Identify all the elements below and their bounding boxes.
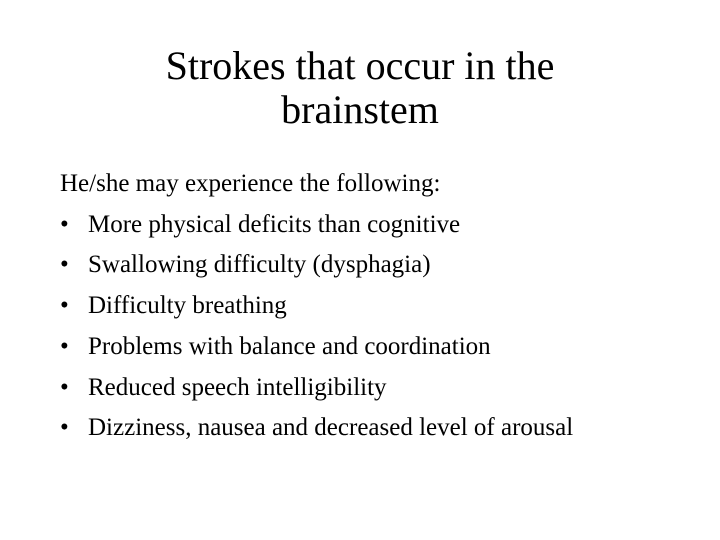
bullet-icon: • — [60, 210, 69, 238]
bullet-list — [60, 205, 700, 449]
title-line-1: Strokes that occur in the — [165, 43, 555, 88]
bullet-text: Dizziness, nausea and decreased level of arousal — [88, 414, 574, 442]
bullet-item — [60, 408, 700, 449]
slide-title — [0, 44, 720, 132]
bullet-icon: • — [60, 332, 69, 360]
slide-body — [60, 164, 700, 449]
intro-text: He/she may experience the following: — [60, 170, 441, 197]
bullet-text: Swallowing difficulty (dysphagia) — [88, 251, 431, 279]
bullet-item — [60, 245, 700, 286]
title-line-2: brainstem — [281, 87, 439, 132]
bullet-text: More physical deficits than cognitive — [88, 210, 461, 238]
bullet-icon: • — [60, 292, 69, 320]
bullet-item — [60, 368, 700, 409]
bullet-text: Reduced speech intelligibility — [88, 373, 387, 401]
bullet-text: Difficulty breathing — [88, 292, 287, 320]
bullet-item — [60, 205, 700, 246]
bullet-item — [60, 286, 700, 327]
bullet-text: Problems with balance and coordination — [88, 332, 491, 360]
bullet-item — [60, 327, 700, 368]
bullet-icon: • — [60, 251, 69, 279]
bullet-icon: • — [60, 414, 69, 442]
bullet-icon: • — [60, 373, 69, 401]
